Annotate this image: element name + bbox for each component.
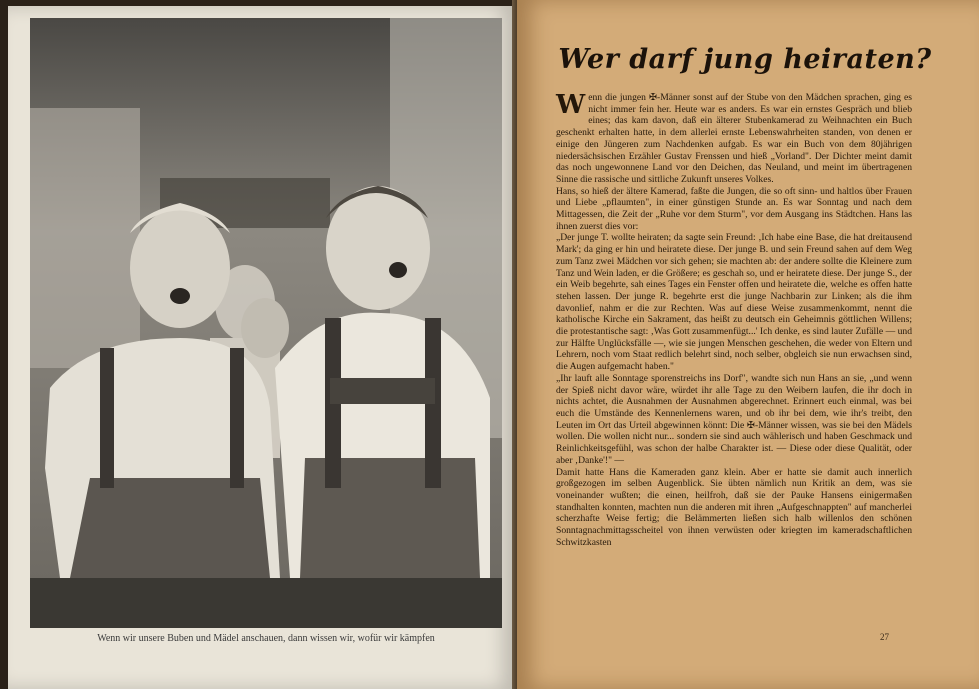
paragraph (556, 92, 912, 186)
paragraph: Hans, so hieß der ältere Kamerad, faßte die Jungen, die so oft sinn- und haltlos über Frauen und Liebe „pflaumten", in einer günstigen Stunde an. Es war Sonntag und nach dem Mittagessen, die Zeit der „Ruhe vor dem Sturm", vor dem Ausgang ins Städtchen. Hans las ihnen zuerst dies vor: (556, 185, 912, 232)
paragraph: Damit hatte Hans die Kameraden ganz klein. Aber er hatte sie damit auch innerlich großgezogen im selben Augenblick. Sie übten nämlich nun Kritik an dem, was sie voneinander wußten; die einen, heilfroh, daß sie der Pauke Hansens einigermaßen standhalten konnten, machten nun die anderen mit ihren „Aufgeschnappten" auf mancherlei scherzhafte Weise fertig; die Belämmerten ließen sich halb willenlos den schönen Sonntagnachmittagsscheitel von ihnen verwüsten oder kriegten im kameradschaftlichen Schwitzkasten (556, 466, 912, 548)
photo-caption: Wenn wir unsere Buben und Mädel anschauen, dann wissen wir, wofür wir kämpfen (97, 633, 435, 644)
paragraph: „Ihr lauft alle Sonntage sporenstreichs ins Dorf", wandte sich nun Hans an sie, „und wenn der Spieß nicht davor wäre, würdet ihr alle Tage zu den Weibern laufen, die ihr doch in nichts achtet, die Ausnahmen der Ausnahmen abgerechnet. Erinnert euch einmal, was bei euch die Umstände des Kennenlernens waren, und ob ihr bei dem, wie ihr's treibt, den Leuten im Ort das Urteil abgewinnen könnt: Die ✠-Männer wissen, was sie bei den Mädels wollen. Die wollen nicht nur... sondern sie sind auch wählerisch und haben Geschmack und Reinlichkeitsgefühl, was schon der halbe Charakter ist. — Diese oder diese Qualität, oder aber ‚Danke'!" — (556, 372, 912, 466)
paragraph-text: enn die jungen ✠-Männer sonst auf der Stube von den Mädchen sprachen, ging es nicht immer fein her. Heute war es anders. Es war ein ernstes Gespräch und blieb eines; das kam davon, daß ein älterer Stubenkamerad zu Weihnachten ein Buch geschenkt erhalten hatte, in dem allerlei ernste Lebenswahrheiten standen, von denen er einige den Jüngeren zum Nachdenken aufgab. Es war ein Buch von dem 80jährigen niedersächsischen Erzähler Gustav Frenssen und hieß „Vorland". Der Dichter meint damit das noch ungewonnene Land vor den Deichen, das Neuland, und meint im übertragenen Sinne die rassische und sittliche Zukunft unseres Volkes. (556, 92, 912, 185)
article-body (556, 92, 912, 548)
article-title: Wer darf jung heiraten? (558, 44, 932, 75)
paragraph: „Der junge T. wollte heiraten; da sagte sein Freund: ‚Ich habe eine Base, die hat dreitausend Mark'; da ging er hin und heiratete diese. Der junge B. und sein Freund sahen auf dem Weg zum Tanz zwei Mädchen vor sich gehen; sie machten ab: der andere sollte die Kleinere zum Tanz und Wein laden, er die Größere; es geschah so, und er heiratete diese. Der junge S., der ein Weib begehrte, sah eines Tages ein Fenster offen und heiratete die, welche es offen hatte stehen lassen. Der junge R. begehrte erst die junge Nachbarin zur Linken; als die ihm davonlief, nahm er die zur Rechten. Was auf diese Weise zusammenkommt, nennt die katholische Kirche ein Sakrament, das heißt zu deutsch ein Geheimnis göttlichen Willens; die protestantische sagt: ‚Was Gott zusammenfügt...' Ich denke, es sind lauter Zufälle — und zur Hälfte Unglücksfälle —, wie sie jungen Menschen geschehen, die weder von Eltern und Lehrern, noch vom Staat redlich belehrt sind, noch selber, obgleich sie nun erwachsen sind, die Augen aufgemacht haben." (556, 232, 912, 373)
photo-children-singing (30, 18, 502, 628)
drop-cap: W (556, 90, 586, 120)
page-number: 27 (880, 632, 889, 642)
